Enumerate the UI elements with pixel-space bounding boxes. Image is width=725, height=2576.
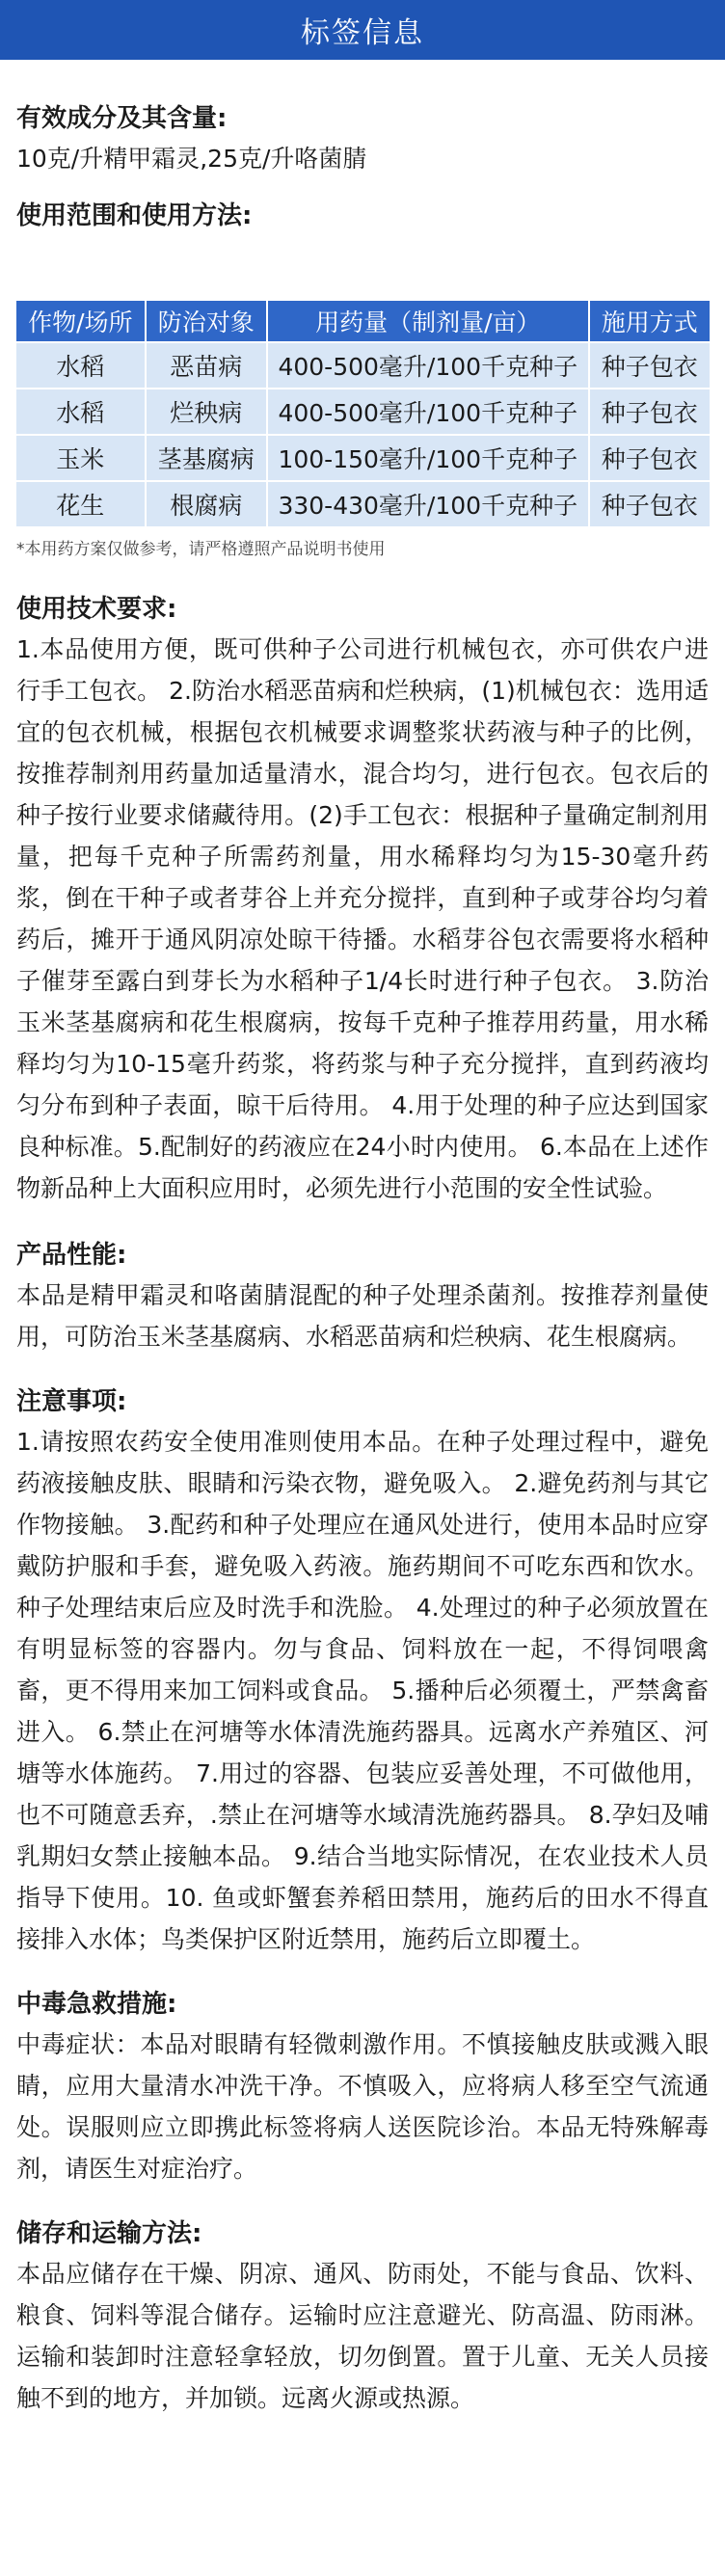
cell-target: 根腐病 — [147, 482, 266, 526]
column-header-dosage: 用药量（制剂量/亩） — [268, 301, 588, 341]
ingredients-text: 10克/升精甲霜灵,25克/升咯菌腈 — [16, 145, 367, 173]
usage-table — [14, 299, 712, 528]
table-row — [16, 436, 710, 480]
cell-method: 种子包衣 — [590, 436, 710, 480]
cell-target: 烂秧病 — [147, 389, 266, 434]
cell-dosage: 330-430毫升/100千克种子 — [268, 482, 588, 526]
cell-method: 种子包衣 — [590, 343, 710, 388]
first-aid-text: 中毒症状：本品对眼睛有轻微刺激作用。不慎接触皮肤或溅入眼睛，应用大量清水冲洗干净。不慎吸入，应将病人移至空气流通处。误服则应立即携此标签将病人送医院诊治。本品无特殊解毒剂，请医生对症治疗。 — [16, 2030, 709, 2183]
column-header-crop: 作物/场所 — [16, 301, 145, 341]
usage-title: 使用范围和使用方法: — [16, 201, 253, 230]
cell-target: 恶苗病 — [147, 343, 266, 388]
performance-title: 产品性能: — [16, 1241, 127, 1270]
usage-table-header-row — [16, 301, 710, 341]
page-header — [0, 0, 725, 60]
storage-title: 储存和运输方法: — [16, 2219, 202, 2248]
ingredients-title: 有效成分及其含量: — [16, 104, 228, 133]
column-header-method: 施用方式 — [590, 301, 710, 341]
table-row — [16, 389, 710, 434]
cell-dosage: 400-500毫升/100千克种子 — [268, 343, 588, 388]
page-title: 标签信息 — [301, 16, 424, 50]
cell-target: 茎基腐病 — [147, 436, 266, 480]
cell-crop: 水稻 — [16, 389, 145, 434]
cell-dosage: 400-500毫升/100千克种子 — [268, 389, 588, 434]
table-row — [16, 482, 710, 526]
performance-text: 本品是精甲霜灵和咯菌腈混配的种子处理杀菌剂。按推荐剂量使用，可防治玉米茎基腐病、水稻恶苗病和烂秧病、花生根腐病。 — [16, 1281, 709, 1351]
caution-title: 注意事项: — [16, 1387, 127, 1416]
first-aid-title: 中毒急救措施: — [16, 1990, 177, 2019]
storage-text: 本品应储存在干燥、阴凉、通风、防雨处，不能与食品、饮料、粮食、饲料等混合储存。运输时应注意避光、防高温、防雨淋。运输和装卸时注意轻拿轻放，切勿倒置。置于儿童、无关人员接触不到的地方，并加锁。远离火源或热源。 — [16, 2260, 709, 2412]
column-header-target: 防治对象 — [147, 301, 266, 341]
caution-text: 1.请按照农药安全使用准则使用本品。在种子处理过程中，避免药液接触皮肤、眼睛和污染衣物，避免吸入。 2.避免药剂与其它作物接触。 3.配药和种子处理应在通风处进行，使用本品时应穿戴防护服和手套，避免吸入药液。施药期间不可吃东西和饮水。种子处理结束后应及时洗手和洗脸。 4.处理过的种子必须放置在有明显标签的容器内。勿与食品、饲料放在一起，不得饲喂禽畜，更不得用来加工饲料或食品。 5.播种后必须覆土，严禁禽畜进入。 6.禁止在河塘等水体清洗施药器具。远离水产养殖区、河塘等水体施药。 7.用过的容器、包装应妥善处理，不可做他用，也不可随意丢弃，.禁止在河塘等水域清洗施药器具。 8.孕妇及哺乳期妇女禁止接触本品。 9.结合当地实际情况，在农业技术人员指导下使用。10. 鱼或虾蟹套养稻田禁用，施药后的田水不得直接排入水体；鸟类保护区附近禁用，施药后立即覆土。 — [16, 1428, 709, 1953]
cell-method: 种子包衣 — [590, 482, 710, 526]
usage-table-wrapper — [16, 299, 709, 528]
cell-method: 种子包衣 — [590, 389, 710, 434]
cell-crop: 花生 — [16, 482, 145, 526]
table-row — [16, 343, 710, 388]
label-content — [0, 99, 725, 2419]
tech-requirements-text: 1.本品使用方便，既可供种子公司进行机械包衣，亦可供农户进行手工包衣。 2.防治水稻恶苗病和烂秧病，(1)机械包衣：选用适宜的包衣机械，根据包衣机械要求调整浆状药液与种子的比例，按推荐制剂用药量加适量清水，混合均匀，进行包衣。包衣后的种子按行业要求储藏待用。(2)手工包衣：根据种子量确定制剂用量，把每千克种子所需药剂量，用水稀释均匀为15-30毫升药浆，倒在干种子或者芽谷上并充分搅拌，直到种子或芽谷均匀着药后，摊开于通风阴凉处晾干待播。水稻芽谷包衣需要将水稻种子催芽至露白到芽长为水稻种子1/4长时进行种子包衣。 3.防治玉米茎基腐病和花生根腐病，按每千克种子推荐用药量，用水稀释均匀为10-15毫升药浆，将药浆与种子充分搅拌，直到药液均匀分布到种子表面，晾干后待用。 4.用于处理的种子应达到国家良种标准。5.配制好的药液应在24小时内使用。 6.本品在上述作物新品种上大面积应用时，必须先进行小范围的安全性试验。 — [16, 635, 709, 1202]
cell-dosage: 100-150毫升/100千克种子 — [268, 436, 588, 480]
cell-crop: 玉米 — [16, 436, 145, 480]
usage-note: *本用药方案仅做参考，请严格遵照产品说明书使用 — [16, 540, 386, 559]
cell-crop: 水稻 — [16, 343, 145, 388]
tech-requirements-title: 使用技术要求: — [16, 595, 177, 624]
